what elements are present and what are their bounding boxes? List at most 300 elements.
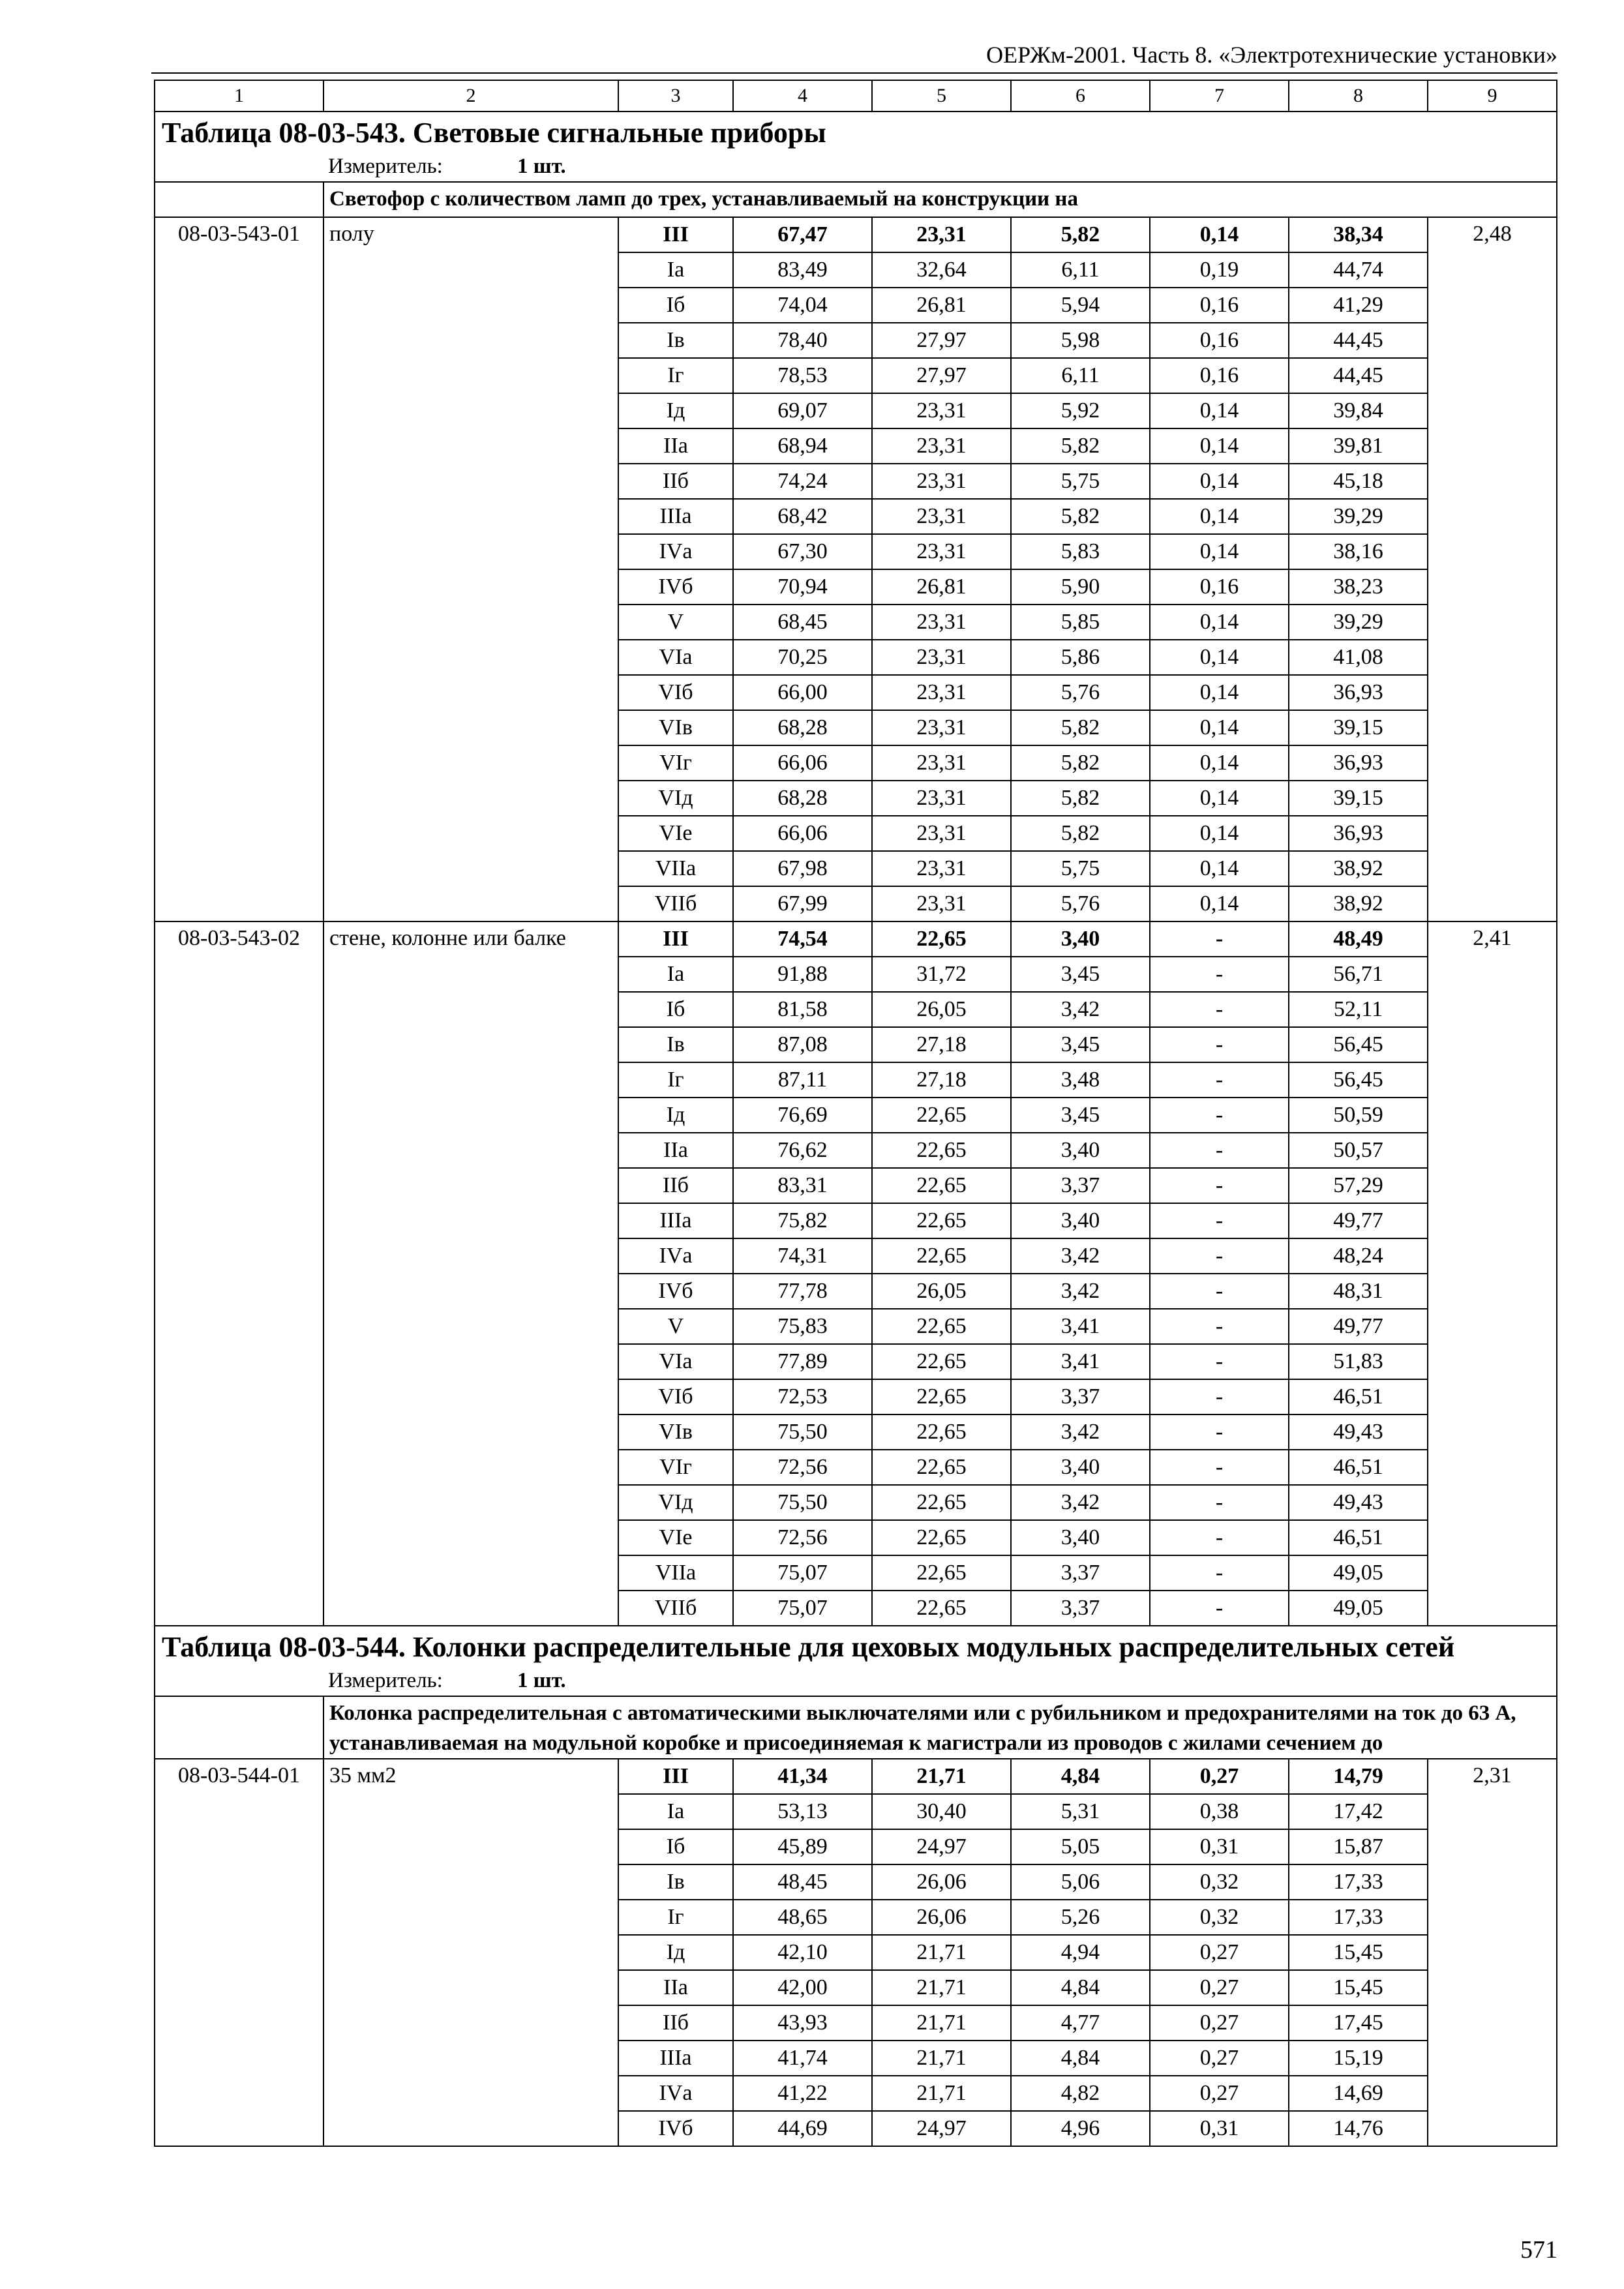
value-cell: 51,83 xyxy=(1289,1344,1428,1379)
rate-code: 08-03-543-02 xyxy=(155,921,323,1626)
value-cell: 76,69 xyxy=(733,1098,872,1133)
value-cell: 22,65 xyxy=(872,1168,1011,1203)
value-cell: 45,89 xyxy=(733,1829,872,1864)
value-cell: 87,11 xyxy=(733,1062,872,1098)
value-cell: 74,04 xyxy=(733,288,872,323)
value-cell: 72,53 xyxy=(733,1379,872,1414)
value-cell: 57,29 xyxy=(1289,1168,1428,1203)
value-cell: 41,34 xyxy=(733,1759,872,1794)
value-cell: 27,97 xyxy=(872,323,1011,358)
value-cell: 67,99 xyxy=(733,886,872,921)
zone-cell: IIIа xyxy=(618,499,733,534)
rate-code: 08-03-543-01 xyxy=(155,217,323,921)
value-cell: 91,88 xyxy=(733,957,872,992)
value-cell: 5,98 xyxy=(1011,323,1150,358)
value-cell: 5,82 xyxy=(1011,745,1150,781)
value-cell: 5,90 xyxy=(1011,569,1150,605)
description: Светофор с количеством ламп до трех, устанавливаемый на конструкции на xyxy=(323,182,1557,217)
value-cell: 26,05 xyxy=(872,992,1011,1027)
value-cell: 41,08 xyxy=(1289,640,1428,675)
value-cell: - xyxy=(1150,1203,1289,1238)
value-cell: 87,08 xyxy=(733,1027,872,1062)
value-cell: 5,82 xyxy=(1011,428,1150,464)
value-cell: 22,65 xyxy=(872,1344,1011,1379)
value-cell: 44,74 xyxy=(1289,252,1428,288)
value-cell: 36,93 xyxy=(1289,675,1428,710)
table-title-cell xyxy=(155,112,1557,182)
value-cell: 66,06 xyxy=(733,745,872,781)
value-cell: 3,37 xyxy=(1011,1168,1150,1203)
value-cell: 49,05 xyxy=(1289,1591,1428,1626)
rates-table-body xyxy=(155,80,1557,2146)
rate-coefficient: 2,41 xyxy=(1428,921,1557,1626)
value-cell: 46,51 xyxy=(1289,1450,1428,1485)
value-cell: 39,15 xyxy=(1289,710,1428,745)
value-cell: 67,30 xyxy=(733,534,872,569)
zone-cell: VIа xyxy=(618,1344,733,1379)
value-cell: 83,49 xyxy=(733,252,872,288)
value-cell: 48,65 xyxy=(733,1900,872,1935)
value-cell: 43,93 xyxy=(733,2005,872,2041)
value-cell: 5,82 xyxy=(1011,710,1150,745)
zone-cell: Iд xyxy=(618,1098,733,1133)
value-cell: 21,71 xyxy=(872,1935,1011,1970)
value-cell: 4,84 xyxy=(1011,2041,1150,2076)
value-cell: 5,92 xyxy=(1011,393,1150,428)
value-cell: 0,14 xyxy=(1150,605,1289,640)
value-cell: 26,81 xyxy=(872,569,1011,605)
value-cell: 22,65 xyxy=(872,1555,1011,1591)
value-cell: 23,31 xyxy=(872,640,1011,675)
value-cell: - xyxy=(1150,1098,1289,1133)
value-cell: 3,40 xyxy=(1011,1203,1150,1238)
value-cell: 41,29 xyxy=(1289,288,1428,323)
value-cell: 3,41 xyxy=(1011,1309,1150,1344)
rate-name: стене, колонне или балке xyxy=(323,921,618,1626)
value-cell: 23,31 xyxy=(872,781,1011,816)
value-cell: 3,48 xyxy=(1011,1062,1150,1098)
measure-label: Измеритель: xyxy=(328,1669,443,1692)
value-cell: 3,45 xyxy=(1011,957,1150,992)
value-cell: 22,65 xyxy=(872,1485,1011,1520)
value-cell: - xyxy=(1150,1555,1289,1591)
value-cell: 23,31 xyxy=(872,393,1011,428)
column-number: 5 xyxy=(872,80,1011,112)
value-cell: 14,69 xyxy=(1289,2076,1428,2111)
value-cell: 5,85 xyxy=(1011,605,1150,640)
value-cell: 5,82 xyxy=(1011,499,1150,534)
value-cell: 0,14 xyxy=(1150,534,1289,569)
measure-line xyxy=(162,1666,1550,1696)
value-cell: 67,98 xyxy=(733,851,872,886)
value-cell: - xyxy=(1150,1520,1289,1555)
value-cell: 15,45 xyxy=(1289,1935,1428,1970)
value-cell: 39,81 xyxy=(1289,428,1428,464)
value-cell: 3,45 xyxy=(1011,1098,1150,1133)
zone-cell: III xyxy=(618,1759,733,1794)
value-cell: 75,50 xyxy=(733,1414,872,1450)
value-cell: 36,93 xyxy=(1289,745,1428,781)
value-cell: 17,33 xyxy=(1289,1900,1428,1935)
zone-cell: IIа xyxy=(618,1133,733,1168)
value-cell: 69,07 xyxy=(733,393,872,428)
value-cell: 23,31 xyxy=(872,710,1011,745)
rate-code: 08-03-544-01 xyxy=(155,1759,323,2146)
value-cell: 52,11 xyxy=(1289,992,1428,1027)
value-cell: 0,31 xyxy=(1150,2111,1289,2146)
value-cell: 0,16 xyxy=(1150,358,1289,393)
value-cell: 45,18 xyxy=(1289,464,1428,499)
zone-cell: VIIа xyxy=(618,851,733,886)
value-cell: 68,28 xyxy=(733,781,872,816)
column-number: 6 xyxy=(1011,80,1150,112)
value-cell: 0,16 xyxy=(1150,323,1289,358)
zone-cell: Iв xyxy=(618,323,733,358)
value-cell: 23,31 xyxy=(872,851,1011,886)
table-title-row xyxy=(155,112,1557,182)
value-cell: 74,54 xyxy=(733,921,872,957)
column-number: 1 xyxy=(155,80,323,112)
value-cell: 23,31 xyxy=(872,534,1011,569)
zone-cell: IIIа xyxy=(618,1203,733,1238)
value-cell: 23,31 xyxy=(872,499,1011,534)
value-cell: 0,27 xyxy=(1150,1970,1289,2005)
value-cell: 39,29 xyxy=(1289,499,1428,534)
value-cell: 41,74 xyxy=(733,2041,872,2076)
table-row xyxy=(155,921,1557,957)
description: Колонка распределительная с автоматическими выключателями или с рубильником и предохранителями на ток до 63 А, устанавливаемая на модульной коробке и присоединяемая к магистрали из проводов с жилами сечением до xyxy=(323,1696,1557,1759)
value-cell: - xyxy=(1150,1414,1289,1450)
zone-cell: IIб xyxy=(618,2005,733,2041)
value-cell: - xyxy=(1150,1168,1289,1203)
value-cell: 0,14 xyxy=(1150,781,1289,816)
column-number: 8 xyxy=(1289,80,1428,112)
zone-cell: IIб xyxy=(618,464,733,499)
value-cell: 5,82 xyxy=(1011,816,1150,851)
value-cell: 72,56 xyxy=(733,1450,872,1485)
description-spacer xyxy=(155,1696,323,1759)
value-cell: 6,11 xyxy=(1011,358,1150,393)
zone-cell: Iд xyxy=(618,393,733,428)
value-cell: 4,94 xyxy=(1011,1935,1150,1970)
value-cell: 72,56 xyxy=(733,1520,872,1555)
zone-cell: Iд xyxy=(618,1935,733,1970)
value-cell: 3,37 xyxy=(1011,1555,1150,1591)
measure-line xyxy=(162,151,1550,181)
value-cell: 56,45 xyxy=(1289,1062,1428,1098)
value-cell: 36,93 xyxy=(1289,816,1428,851)
value-cell: 22,65 xyxy=(872,1098,1011,1133)
value-cell: 67,47 xyxy=(733,217,872,252)
value-cell: 49,77 xyxy=(1289,1309,1428,1344)
value-cell: - xyxy=(1150,1133,1289,1168)
zone-cell: IVб xyxy=(618,1274,733,1309)
value-cell: 77,89 xyxy=(733,1344,872,1379)
value-cell: 46,51 xyxy=(1289,1379,1428,1414)
value-cell: 27,18 xyxy=(872,1027,1011,1062)
value-cell: 5,75 xyxy=(1011,464,1150,499)
value-cell: 3,42 xyxy=(1011,992,1150,1027)
value-cell: 38,16 xyxy=(1289,534,1428,569)
value-cell: 22,65 xyxy=(872,1133,1011,1168)
zone-cell: VIд xyxy=(618,1485,733,1520)
value-cell: 0,14 xyxy=(1150,499,1289,534)
value-cell: 50,57 xyxy=(1289,1133,1428,1168)
value-cell: 0,14 xyxy=(1150,675,1289,710)
value-cell: - xyxy=(1150,1485,1289,1520)
value-cell: 0,16 xyxy=(1150,288,1289,323)
value-cell: 75,07 xyxy=(733,1555,872,1591)
value-cell: 4,82 xyxy=(1011,2076,1150,2111)
column-number: 7 xyxy=(1150,80,1289,112)
value-cell: - xyxy=(1150,1450,1289,1485)
rate-name: 35 мм2 xyxy=(323,1759,618,2146)
value-cell: 24,97 xyxy=(872,2111,1011,2146)
value-cell: 0,14 xyxy=(1150,217,1289,252)
zone-cell: VIв xyxy=(618,1414,733,1450)
zone-cell: Iа xyxy=(618,1794,733,1829)
value-cell: 3,40 xyxy=(1011,1520,1150,1555)
value-cell: 22,65 xyxy=(872,1238,1011,1274)
value-cell: 0,27 xyxy=(1150,1935,1289,1970)
value-cell: 44,45 xyxy=(1289,323,1428,358)
description-spacer xyxy=(155,182,323,217)
zone-cell: Iв xyxy=(618,1864,733,1900)
value-cell: 24,97 xyxy=(872,1829,1011,1864)
value-cell: 39,29 xyxy=(1289,605,1428,640)
value-cell: 23,31 xyxy=(872,816,1011,851)
value-cell: 26,81 xyxy=(872,288,1011,323)
value-cell: 22,65 xyxy=(872,1591,1011,1626)
zone-cell: VIIа xyxy=(618,1555,733,1591)
value-cell: 0,14 xyxy=(1150,710,1289,745)
value-cell: 68,42 xyxy=(733,499,872,534)
table-row xyxy=(155,1759,1557,1794)
value-cell: 48,31 xyxy=(1289,1274,1428,1309)
zone-cell: VIе xyxy=(618,816,733,851)
value-cell: 44,45 xyxy=(1289,358,1428,393)
value-cell: 4,96 xyxy=(1011,2111,1150,2146)
value-cell: 77,78 xyxy=(733,1274,872,1309)
rates-table xyxy=(154,80,1557,2147)
value-cell: 23,31 xyxy=(872,886,1011,921)
value-cell: 3,37 xyxy=(1011,1591,1150,1626)
value-cell: 0,19 xyxy=(1150,252,1289,288)
zone-cell: Iг xyxy=(618,358,733,393)
value-cell: 3,42 xyxy=(1011,1274,1150,1309)
value-cell: 50,59 xyxy=(1289,1098,1428,1133)
value-cell: 49,05 xyxy=(1289,1555,1428,1591)
value-cell: 27,97 xyxy=(872,358,1011,393)
value-cell: 48,49 xyxy=(1289,921,1428,957)
value-cell: 66,00 xyxy=(733,675,872,710)
value-cell: 22,65 xyxy=(872,1450,1011,1485)
value-cell: 4,77 xyxy=(1011,2005,1150,2041)
value-cell: 41,22 xyxy=(733,2076,872,2111)
rate-name: полу xyxy=(323,217,618,921)
value-cell: 39,84 xyxy=(1289,393,1428,428)
value-cell: 70,94 xyxy=(733,569,872,605)
table-title-cell xyxy=(155,1626,1557,1696)
value-cell: 6,11 xyxy=(1011,252,1150,288)
zone-cell: Iа xyxy=(618,252,733,288)
value-cell: 31,72 xyxy=(872,957,1011,992)
value-cell: 32,64 xyxy=(872,252,1011,288)
zone-cell: IVа xyxy=(618,1238,733,1274)
value-cell: 56,71 xyxy=(1289,957,1428,992)
rate-coefficient: 2,48 xyxy=(1428,217,1557,921)
zone-cell: Iб xyxy=(618,1829,733,1864)
value-cell: - xyxy=(1150,1379,1289,1414)
value-cell: - xyxy=(1150,1062,1289,1098)
value-cell: - xyxy=(1150,921,1289,957)
zone-cell: Iг xyxy=(618,1062,733,1098)
value-cell: 22,65 xyxy=(872,1520,1011,1555)
zone-cell: Iа xyxy=(618,957,733,992)
value-cell: 30,40 xyxy=(872,1794,1011,1829)
value-cell: 44,69 xyxy=(733,2111,872,2146)
value-cell: - xyxy=(1150,1309,1289,1344)
value-cell: - xyxy=(1150,1591,1289,1626)
measure-value: 1 шт. xyxy=(517,1669,566,1692)
zone-cell: VIб xyxy=(618,1379,733,1414)
description-row xyxy=(155,1696,1557,1759)
value-cell: 5,31 xyxy=(1011,1794,1150,1829)
value-cell: 0,14 xyxy=(1150,393,1289,428)
rate-coefficient: 2,31 xyxy=(1428,1759,1557,2146)
zone-cell: VIIб xyxy=(618,886,733,921)
value-cell: 5,82 xyxy=(1011,217,1150,252)
value-cell: 83,31 xyxy=(733,1168,872,1203)
value-cell: 78,53 xyxy=(733,358,872,393)
value-cell: - xyxy=(1150,957,1289,992)
value-cell: 68,45 xyxy=(733,605,872,640)
value-cell: 75,82 xyxy=(733,1203,872,1238)
zone-cell: IVб xyxy=(618,569,733,605)
zone-cell: Iг xyxy=(618,1900,733,1935)
value-cell: 17,42 xyxy=(1289,1794,1428,1829)
value-cell: 0,38 xyxy=(1150,1794,1289,1829)
value-cell: 5,94 xyxy=(1011,288,1150,323)
zone-cell: IIIа xyxy=(618,2041,733,2076)
zone-cell: VIб xyxy=(618,675,733,710)
zone-cell: Iб xyxy=(618,992,733,1027)
value-cell: 68,94 xyxy=(733,428,872,464)
value-cell: 22,65 xyxy=(872,1309,1011,1344)
value-cell: 17,33 xyxy=(1289,1864,1428,1900)
value-cell: 15,19 xyxy=(1289,2041,1428,2076)
zone-cell: IIб xyxy=(618,1168,733,1203)
value-cell: 26,06 xyxy=(872,1900,1011,1935)
value-cell: 0,16 xyxy=(1150,569,1289,605)
table-title: Таблица 08-03-543. Световые сигнальные приборы xyxy=(162,117,826,149)
value-cell: 23,31 xyxy=(872,217,1011,252)
zone-cell: VIе xyxy=(618,1520,733,1555)
value-cell: 21,71 xyxy=(872,2041,1011,2076)
page-number: 571 xyxy=(1520,2236,1557,2264)
value-cell: 0,14 xyxy=(1150,886,1289,921)
value-cell: - xyxy=(1150,1027,1289,1062)
zone-cell: VIв xyxy=(618,710,733,745)
zone-cell: IIа xyxy=(618,428,733,464)
value-cell: 5,82 xyxy=(1011,781,1150,816)
value-cell: 49,43 xyxy=(1289,1485,1428,1520)
value-cell: 74,24 xyxy=(733,464,872,499)
table-row xyxy=(155,217,1557,252)
value-cell: 0,32 xyxy=(1150,1900,1289,1935)
value-cell: 81,58 xyxy=(733,992,872,1027)
value-cell: 0,31 xyxy=(1150,1829,1289,1864)
zone-cell: IIа xyxy=(618,1970,733,2005)
value-cell: 3,40 xyxy=(1011,921,1150,957)
value-cell: 42,00 xyxy=(733,1970,872,2005)
value-cell: 3,40 xyxy=(1011,1450,1150,1485)
value-cell: 5,75 xyxy=(1011,851,1150,886)
value-cell: 21,71 xyxy=(872,1970,1011,2005)
value-cell: 0,32 xyxy=(1150,1864,1289,1900)
value-cell: 3,42 xyxy=(1011,1238,1150,1274)
value-cell: 21,71 xyxy=(872,1759,1011,1794)
value-cell: 0,27 xyxy=(1150,1759,1289,1794)
value-cell: 75,50 xyxy=(733,1485,872,1520)
value-cell: - xyxy=(1150,1274,1289,1309)
column-number: 4 xyxy=(733,80,872,112)
value-cell: 26,06 xyxy=(872,1864,1011,1900)
zone-cell: VIг xyxy=(618,1450,733,1485)
value-cell: 0,14 xyxy=(1150,816,1289,851)
value-cell: 5,05 xyxy=(1011,1829,1150,1864)
zone-cell: VIд xyxy=(618,781,733,816)
value-cell: 0,14 xyxy=(1150,745,1289,781)
value-cell: 0,27 xyxy=(1150,2076,1289,2111)
value-cell: 0,14 xyxy=(1150,851,1289,886)
value-cell: 3,42 xyxy=(1011,1414,1150,1450)
value-cell: 38,23 xyxy=(1289,569,1428,605)
value-cell: 42,10 xyxy=(733,1935,872,1970)
value-cell: 39,15 xyxy=(1289,781,1428,816)
value-cell: 5,76 xyxy=(1011,675,1150,710)
zone-cell: IVб xyxy=(618,2111,733,2146)
value-cell: 5,83 xyxy=(1011,534,1150,569)
header-rule xyxy=(151,72,1557,74)
zone-cell: V xyxy=(618,1309,733,1344)
zone-cell: IVа xyxy=(618,2076,733,2111)
value-cell: 0,27 xyxy=(1150,2041,1289,2076)
zone-cell: IVа xyxy=(618,534,733,569)
value-cell: 48,45 xyxy=(733,1864,872,1900)
zone-cell: Iв xyxy=(618,1027,733,1062)
value-cell: 74,31 xyxy=(733,1238,872,1274)
value-cell: 0,14 xyxy=(1150,428,1289,464)
zone-cell: III xyxy=(618,921,733,957)
measure-label: Измеритель: xyxy=(328,155,443,178)
value-cell: 38,92 xyxy=(1289,851,1428,886)
table-title: Таблица 08-03-544. Колонки распределительные для цеховых модульных распределительных сетей xyxy=(162,1631,1455,1663)
value-cell: 68,28 xyxy=(733,710,872,745)
value-cell: 22,65 xyxy=(872,921,1011,957)
value-cell: - xyxy=(1150,1238,1289,1274)
value-cell: 3,45 xyxy=(1011,1027,1150,1062)
value-cell: 5,76 xyxy=(1011,886,1150,921)
column-number: 3 xyxy=(618,80,733,112)
value-cell: 75,07 xyxy=(733,1591,872,1626)
value-cell: 14,79 xyxy=(1289,1759,1428,1794)
value-cell: 3,40 xyxy=(1011,1133,1150,1168)
value-cell: 15,87 xyxy=(1289,1829,1428,1864)
value-cell: 75,83 xyxy=(733,1309,872,1344)
value-cell: 3,42 xyxy=(1011,1485,1150,1520)
value-cell: 49,43 xyxy=(1289,1414,1428,1450)
